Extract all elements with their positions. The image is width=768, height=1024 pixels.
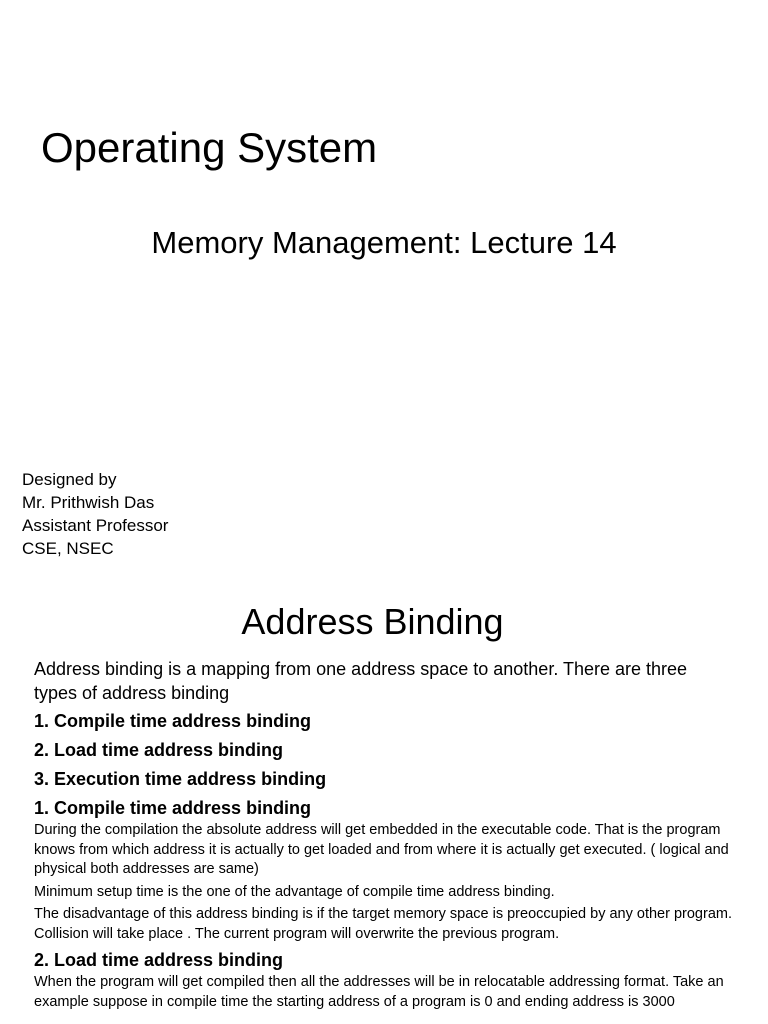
binding-type-item: 2. Load time address binding — [34, 740, 284, 760]
compile-time-paragraph: Minimum setup time is the one of the advantage of compile time address binding. — [34, 883, 555, 900]
course-title: Operating System — [41, 124, 378, 171]
intro-paragraph: Address binding is a mapping from one address space to another. There are three types of address binding — [34, 659, 688, 703]
compile-time-paragraph: During the compilation the absolute address will get embedded in the executable code. That is the program knows from which address it is actually to get loaded and from where it is actually get executed. ( logical and physical both addresses are same) — [34, 822, 729, 877]
author-department: CSE, NSEC — [22, 539, 114, 558]
lecture-subtitle: Memory Management: Lecture 14 — [151, 225, 617, 260]
author-block — [22, 468, 168, 560]
compile-time-paragraph: The disadvantage of this address binding is if the target memory space is preoccupied by any other program. Collision will take place . The current program will overwrite the previous program. — [34, 906, 732, 942]
load-time-heading: 2. Load time address binding — [34, 950, 284, 970]
section-body — [34, 657, 734, 1015]
section-title: Address Binding — [241, 601, 504, 642]
designed-by-label: Designed by — [22, 470, 117, 489]
author-name: Mr. Prithwish Das — [22, 493, 155, 512]
load-time-paragraph: When the program will get compiled then all the addresses will be in relocatable addressing format. Take an example suppose in compile time the starting address of a program is 0 and ending address is 3000 — [34, 974, 724, 1010]
author-position: Assistant Professor — [22, 516, 169, 535]
binding-type-item: 3. Execution time address binding — [34, 769, 327, 789]
compile-time-heading: 1. Compile time address binding — [34, 798, 312, 818]
binding-type-item: 1. Compile time address binding — [34, 711, 312, 731]
